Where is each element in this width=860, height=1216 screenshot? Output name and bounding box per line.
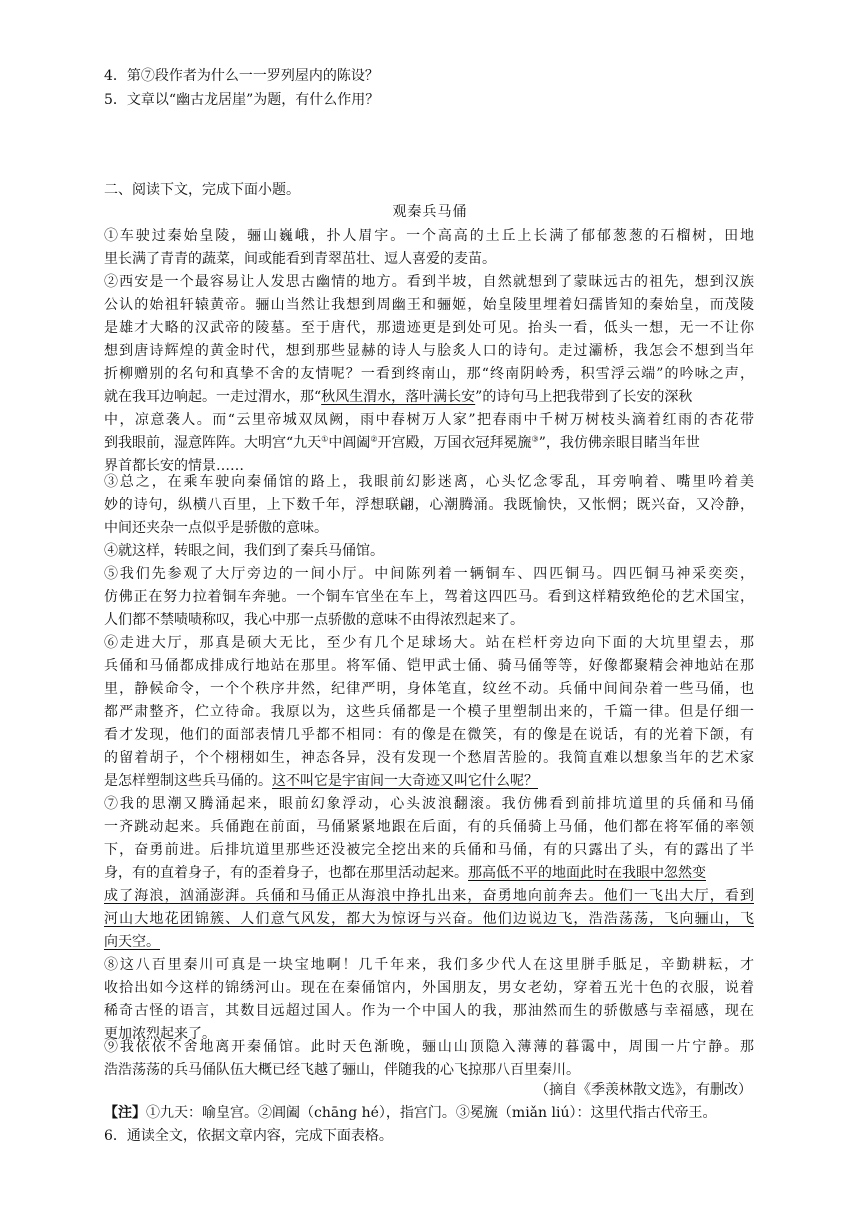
- p2-line: 是雄才大略的汉武帝的陵墓。至于唐代，那遗迹更是到处可见。抬头一看，低头一想，无一不让你: [104, 320, 754, 336]
- p6-line: 都严肃整齐，伫立待命。我原以为，这些兵俑都是一个模子里塑制出来的，千篇一律。但是仔细一: [104, 704, 754, 720]
- underlined-passage: 那高低不平的地面此时在我眼中忽然变: [468, 865, 706, 881]
- p6-line-last: [104, 771, 754, 791]
- p2-line-6: [104, 387, 754, 407]
- p6-line: 兵俑和马俑都成排成行地站在那里。将军俑、铠甲武士俑、骑马俑等等，好像都聚精会神地站在那: [104, 658, 754, 674]
- p2-line: 界首都长安的情景……: [104, 458, 244, 474]
- p2-text: ”的诗句马上把我带到了长安的深秋: [475, 389, 693, 405]
- source-citation: （摘自《季羡林散文选》，有删改）: [535, 1082, 752, 1098]
- footnote-ref-2: ②: [370, 434, 378, 444]
- underlined-passage-line: 成了海浪，汹涌澎湃。兵俑和马俑正从海浪中挣扎出来，奋勇地向前奔去。他们一飞出大厅，看到: [104, 888, 754, 904]
- question-4: 4．第⑦段作者为什么一一罗列屋内的陈设？: [104, 68, 379, 84]
- footnotes: [104, 1103, 754, 1123]
- p2-text: 开宫殿，万国衣冠拜冕旒: [377, 435, 532, 451]
- p6-line: 里，静候命令，一个个秩序井然，纪律严明，身体笔直，纹丝不动。兵俑中间间杂着一些马俑，也: [104, 681, 754, 697]
- underlined-passage-line: 向天空。: [104, 934, 160, 950]
- p8-line: 更加浓烈起来了。: [104, 1026, 216, 1042]
- p6-line: 的留着胡子，个个栩栩如生，神态各异，没有发现一个愁眉苦脸的。我简直难以想象当年的艺术家: [104, 750, 754, 766]
- p7-line: 一齐跳动起来。兵俑跑在前面，马俑紧紧地跟在后面，有的兵俑骑上马俑，他们都在将军俑的率领: [104, 819, 754, 835]
- p2-text: 中阊阖: [328, 435, 371, 451]
- p5-line: ⑤我们先参观了大厅旁边的一间小厅。中间陈列着一辆铜车、四匹铜马。四匹铜马神采奕奕，: [104, 566, 754, 582]
- p7-line: ⑦我的思潮又腾涌起来，眼前幻象浮动，心头波浪翻滚。我仿佛看到前排坑道里的兵俑和马俑: [104, 796, 754, 812]
- p2-text: 就在我耳边响起。一走过渭水，那“: [104, 389, 322, 405]
- note-label: 【注】: [104, 1105, 146, 1121]
- p2-line: ②西安是一个最容易让人发思古幽情的地方。看到半坡，自然就想到了蒙昧远古的祖先，想到汉族: [104, 274, 754, 290]
- p2-text: 到我眼前，湿意阵阵。大明宫“九天: [104, 435, 322, 451]
- p7-line-4: [104, 863, 754, 883]
- p5-line: 人们都不禁啧啧称叹，我心中那一点骄傲的意味不由得浓烈起来了。: [104, 612, 524, 628]
- p5-line: 仿佛正在努力拉着铜车奔驰。一个铜车官坐在车上，驾着这四匹马。看到这样精致绝伦的艺术国宝，: [104, 589, 754, 605]
- question-5: 5．文章以“幽古龙居崖”为题，有什么作用？: [104, 92, 380, 108]
- note-text: ①九天：喻皇宫。②阊阖（chāng hé），指宫门。③冕旒（miǎn liú）：这里代指古代帝王。: [146, 1105, 717, 1121]
- question-6: 6．通读全文，依据文章内容，完成下面表格。: [104, 1128, 393, 1144]
- p7-line: 下，奋勇前进。后排坑道里那些还没被完全挖出来的兵俑和马俑，有的只露出了头，有的露出了半: [104, 842, 754, 858]
- p9-line: 浩浩荡荡的兵马俑队伍大概已经飞越了骊山，伴随我的心飞掠那八百里秦川。: [104, 1062, 580, 1078]
- underlined-passage-line: 河山大地花团锦簇、人们意气风发，都大为惊讶与兴奋。他们边说边飞，浩浩荡荡，飞向骊山，飞: [104, 911, 754, 927]
- p2-line: 公认的始祖轩辕黄帝。骊山当然让我想到周幽王和骊姬，始皇陵里埋着妇孺皆知的秦始皇，而茂陵: [104, 297, 754, 313]
- p6-line: 看才发现，他们的面部表情几乎都不相同：有的像是在微笑，有的像是在说话，有的光着下颌，有: [104, 727, 754, 743]
- footnote-ref-3: ③: [531, 434, 539, 444]
- footnote-ref-1: ①: [321, 434, 329, 444]
- p2-line: 想到唐诗辉煌的黄金时代，想到那些显赫的诗人与脍炙人口的诗句。走过灞桥，我怎会不想到当年: [104, 343, 754, 359]
- p2-line: 中，凉意袭人。而“云里帝城双凤阙，雨中春树万人家”把春雨中千树万树枝头滴着红雨的杏花带: [104, 412, 754, 428]
- p3-line: ③总之，在乘车驶向秦俑馆的路上，我眼前幻影迷离，心头忆念零乱，耳旁响着、嘴里吟着美: [104, 474, 754, 490]
- p8-line: 稀奇古怪的语言，其数目远超过国人。作为一个中国人的我，那油然而生的骄傲感与幸福感，现在: [104, 1003, 754, 1019]
- section-heading: 二、阅读下文，完成下面小题。: [104, 182, 300, 198]
- p9-line: ⑨我依依不舍地离开秦俑馆。此时天色渐晚，骊山山顶隐入薄薄的暮霭中，周围一片宁静。那: [104, 1039, 754, 1055]
- p7-text: 身，有的直着身子，有的歪着身子，也都在那里活动起来。: [104, 865, 468, 881]
- p2-text: ”，我仿佛亲眼目睹当年世: [538, 435, 700, 451]
- p8-line: 收拾出如今这样的锦绣河山。现在在秦俑馆内，外国朋友，男女老幼，穿着五光十色的衣服，说着: [104, 980, 754, 996]
- p3-line: 中间还夹杂一点似乎是骄傲的意味。: [104, 520, 328, 536]
- p2-line: 折柳赠别的名句和真挚不舍的友情呢？一看到终南山，那“终南阴岭秀，积雪浮云端”的吟咏之声，: [104, 366, 754, 382]
- underlined-quote: 秋风生渭水，落叶满长安: [321, 389, 476, 405]
- p6-text: 是怎样塑制这些兵马俑的。: [104, 773, 272, 789]
- p1-line: 里长满了青青的蔬菜，间或能看到青翠茁壮、逗人喜爱的麦苗。: [104, 251, 496, 267]
- article-title: 观秦兵马俑: [392, 204, 468, 220]
- p8-line: ⑧这八百里秦川可真是一块宝地啊！几千年来，我们多少代人在这里胼手胝足，辛勤耕耘，才: [104, 957, 754, 973]
- p6-line: ⑥走进大厅，那真是硕大无比，至少有几个足球场大。站在栏杆旁边向下面的大坑里望去，那: [104, 635, 754, 651]
- p4-line: ④就这样，转眼之间，我们到了秦兵马俑馆。: [104, 543, 384, 559]
- p1-line: ①车驶过秦始皇陵，骊山巍峨，扑人眉宇。一个高高的土丘上长满了郁郁葱葱的石榴树，田地: [104, 228, 754, 244]
- underlined-sentence: 这不叫它是宇宙间一大奇迹又叫它什么呢？: [272, 773, 538, 789]
- p3-line: 妙的诗句，纵横八百里，上下数千年，浮想联翩，心潮腾涌。我既愉快，又怅惘；既兴奋，又冷静，: [104, 497, 754, 513]
- p2-line-8: [104, 433, 754, 453]
